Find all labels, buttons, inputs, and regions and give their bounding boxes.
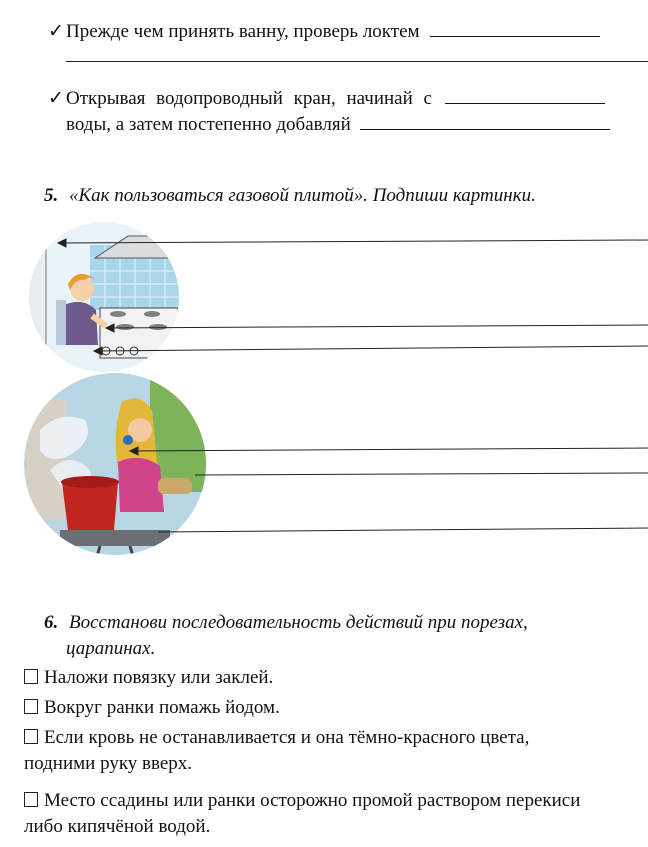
task-6-item-4 xyxy=(24,790,580,812)
item-1-text: Наложи повязку или заклей. xyxy=(44,667,274,688)
task-6-item-3 xyxy=(24,727,529,749)
bullet-1-text: Прежде чем принять ванну, проверь локтем xyxy=(66,21,420,42)
item-3-text-line2: подними руку вверх. xyxy=(24,753,193,774)
checkmark-icon: ✓ xyxy=(48,21,64,42)
task-6-item-1 xyxy=(24,667,273,689)
item-4-text-line1: Место ссадины или ранки осторожно промой раствором перекиси xyxy=(44,790,581,811)
boy-at-gas-stove-illustration xyxy=(20,220,190,380)
item-4-text-line2: либо кипячёной водой. xyxy=(24,816,211,837)
checkbox[interactable] xyxy=(24,699,38,714)
bullet-2-text-line2: воды, а затем постепенно добавляй xyxy=(66,114,351,135)
item-3-text-line1: Если кровь не останавливается и она тёмно-красного цвета, xyxy=(44,727,530,748)
task-6-heading xyxy=(44,612,528,634)
checkbox[interactable] xyxy=(24,792,38,807)
task-6-text-line1: Восстанови последовательность действий при порезах, xyxy=(69,612,528,633)
task-6-item-3-line2 xyxy=(24,753,192,775)
task-6-item-4-line2 xyxy=(24,816,210,838)
task-5-text: «Как пользоваться газовой плитой». Подпиши картинки. xyxy=(69,185,536,206)
checkmark-icon: ✓ xyxy=(48,88,64,109)
item-2-text: Вокруг ранки помажь йодом. xyxy=(44,697,280,718)
checkbox[interactable] xyxy=(24,669,38,684)
task-6-number: 6. xyxy=(44,612,59,633)
bullet-2-text-line1: Открывая водопроводный кран, начинай с xyxy=(66,88,432,109)
task-5-number: 5. xyxy=(44,185,59,206)
task-6-item-2 xyxy=(24,697,280,719)
task-6-heading-line2 xyxy=(66,638,155,660)
checkbox[interactable] xyxy=(24,729,38,744)
task-6-text-line2: царапинах. xyxy=(66,638,156,659)
